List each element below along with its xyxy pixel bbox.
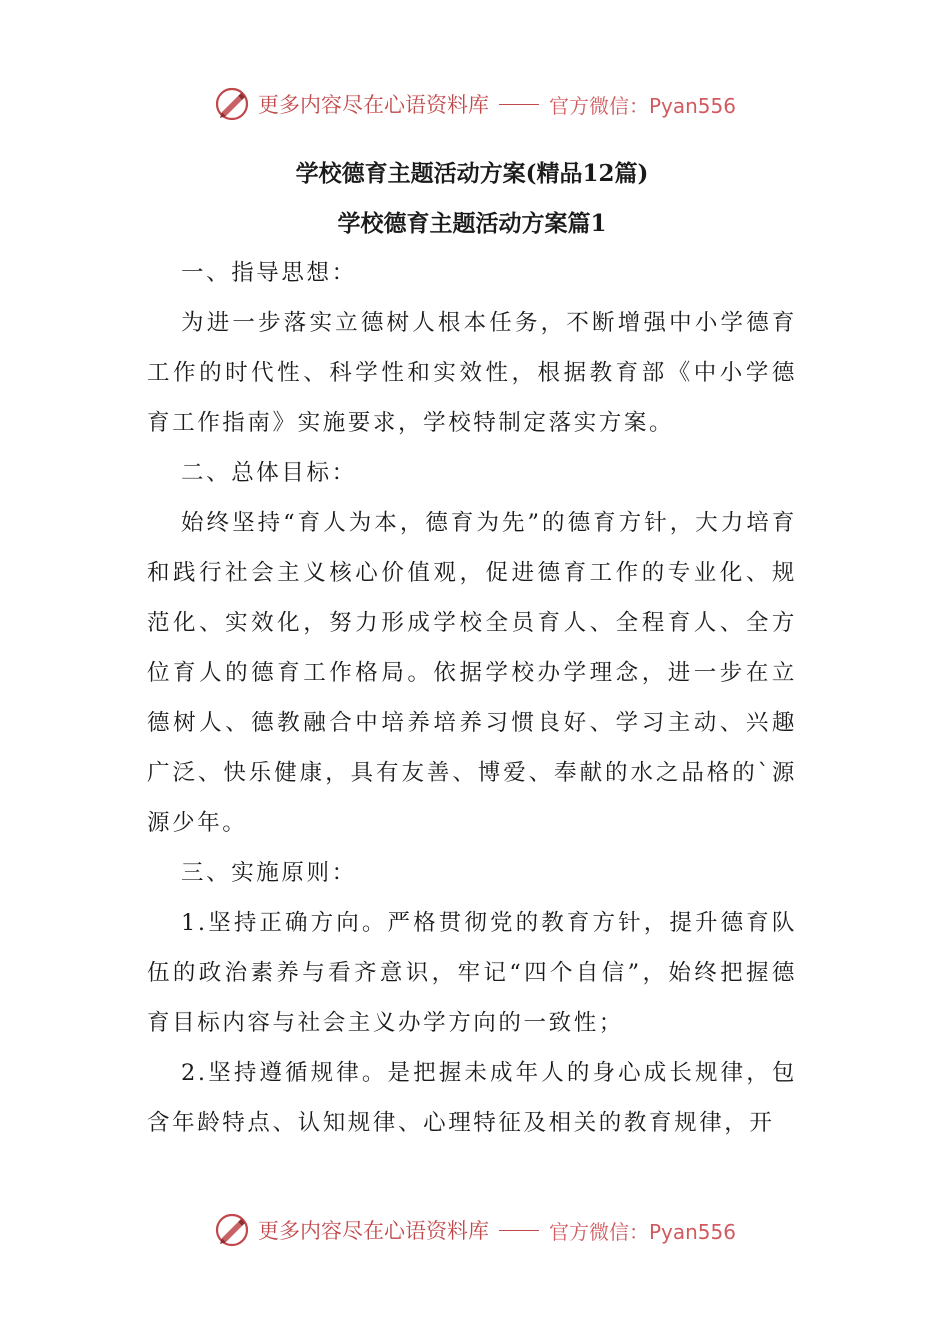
document-body bbox=[147, 150, 797, 1148]
section-heading-3: 三、实施原则： bbox=[181, 860, 357, 886]
banner-text: 更多内容尽在心语资料库 bbox=[257, 93, 489, 117]
banner-wechat: 官方微信：Pyan556 bbox=[548, 1219, 736, 1244]
banner-text: 更多内容尽在心语资料库 bbox=[257, 1219, 489, 1243]
section-heading-1: 一、指导思想： bbox=[181, 260, 357, 286]
footer-banner bbox=[0, 1208, 950, 1252]
banner-wechat: 官方微信：Pyan556 bbox=[548, 93, 736, 118]
section-1-paragraph-1: 为进一步落实立德树人根本任务，不断增强中小学德育工作的时代性、科学性和实效性，根据教育部《中小学德育工作指南》实施要求，学校特制定落实方案。 bbox=[147, 310, 797, 436]
document-title: 学校德育主题活动方案(精品12篇) bbox=[295, 160, 649, 187]
pen-logo-icon bbox=[214, 1212, 250, 1248]
banner-dash bbox=[499, 104, 539, 105]
header-banner bbox=[0, 82, 950, 126]
pen-logo-icon bbox=[214, 86, 250, 122]
section-heading-2: 二、总体目标： bbox=[181, 460, 357, 486]
banner-dash bbox=[499, 1230, 539, 1231]
document-subtitle: 学校德育主题活动方案篇1 bbox=[337, 210, 607, 237]
section-3-paragraph-2: 2.坚持遵循规律。是把握未成年人的身心成长规律，包含年龄特点、认知规律、心理特征及相关的教育规律，开 bbox=[147, 1060, 797, 1136]
section-2-paragraph-1: 始终坚持“育人为本，德育为先”的德育方针，大力培育和践行社会主义核心价值观，促进德育工作的专业化、规范化、实效化，努力形成学校全员育人、全程育人、全方位育人的德育工作格局。依据学校办学理念，进一步在立德树人、德教融合中培养培养习惯良好、学习主动、兴趣广泛、快乐健康，具有友善、博爱、奉献的水之品格的`源源少年。 bbox=[147, 510, 797, 836]
section-3-paragraph-1: 1.坚持正确方向。严格贯彻党的教育方针，提升德育队伍的政治素养与看齐意识，牢记“四个自信”，始终把握德育目标内容与社会主义办学方向的一致性； bbox=[147, 910, 797, 1036]
